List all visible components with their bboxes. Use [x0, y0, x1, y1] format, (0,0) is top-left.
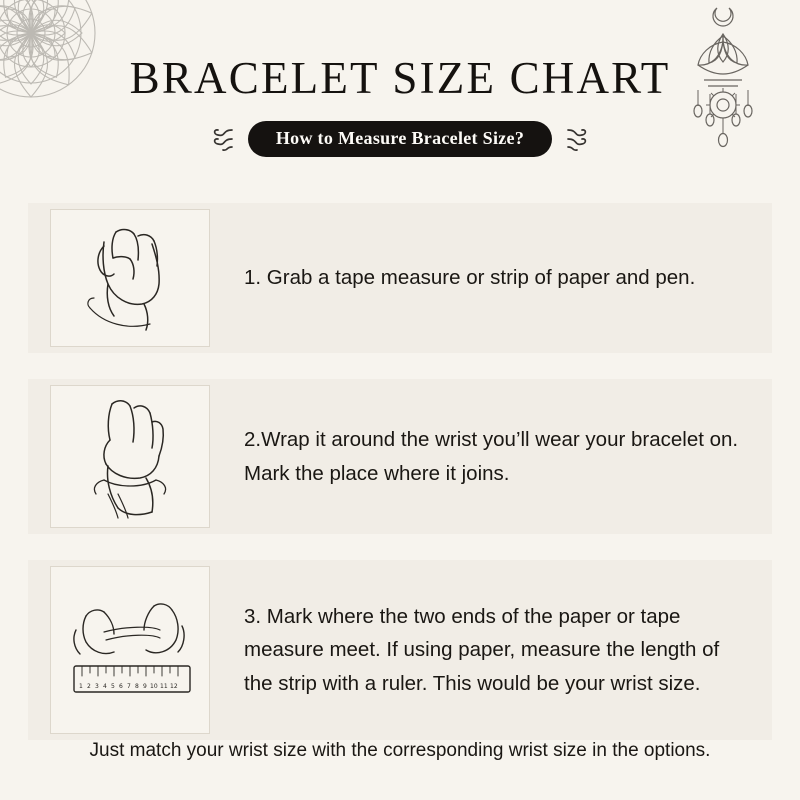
step-item [28, 379, 772, 534]
step-1-text [210, 203, 772, 353]
svg-text:7: 7 [127, 683, 131, 690]
svg-text:4: 4 [103, 683, 107, 690]
step-2-illustration [50, 385, 210, 528]
svg-text:1: 1 [79, 683, 83, 690]
hand-with-tape-around-wrist-illustration [56, 388, 204, 526]
svg-text:12: 12 [170, 683, 178, 690]
footer-note: Just match your wrist size with the corresponding wrist size in the options. [89, 740, 711, 761]
svg-text:9: 9 [143, 683, 147, 690]
svg-text:2: 2 [87, 683, 91, 690]
step-3-paragraph: 3. Mark where the two ends of the paper or tape measure meet. If using paper, measure the length of the strip with a ruler. This would be your wrist size. [244, 605, 720, 695]
subtitle-pill: How to Measure Bracelet Size? [248, 121, 552, 157]
hands-measuring-strip-with-ruler-illustration [56, 570, 204, 730]
step-2-paragraph: 2.Wrap it around the wrist you’ll wear your bracelet on. Mark the place where it joins. [244, 428, 739, 485]
hand-holding-tape-measure-illustration [56, 212, 204, 344]
step-item [28, 203, 772, 353]
step-3-text [210, 560, 772, 740]
svg-text:6: 6 [119, 683, 123, 690]
swirl-flourish-left [210, 126, 236, 152]
step-2-text [210, 379, 772, 534]
step-item [28, 560, 772, 740]
step-3-illustration [50, 566, 210, 734]
step-1-paragraph: 1. Grab a tape measure or strip of paper and pen. [244, 266, 696, 290]
swirl-flourish-right [564, 126, 590, 152]
svg-text:8: 8 [135, 683, 139, 690]
page-title: BRACELET SIZE CHART [129, 53, 671, 103]
svg-text:5: 5 [111, 683, 115, 690]
svg-text:10: 10 [150, 683, 158, 690]
subtitle-row [0, 121, 800, 157]
svg-text:3: 3 [95, 683, 99, 690]
steps-list [28, 203, 772, 766]
svg-text:11: 11 [160, 683, 168, 690]
step-1-illustration [50, 209, 210, 347]
